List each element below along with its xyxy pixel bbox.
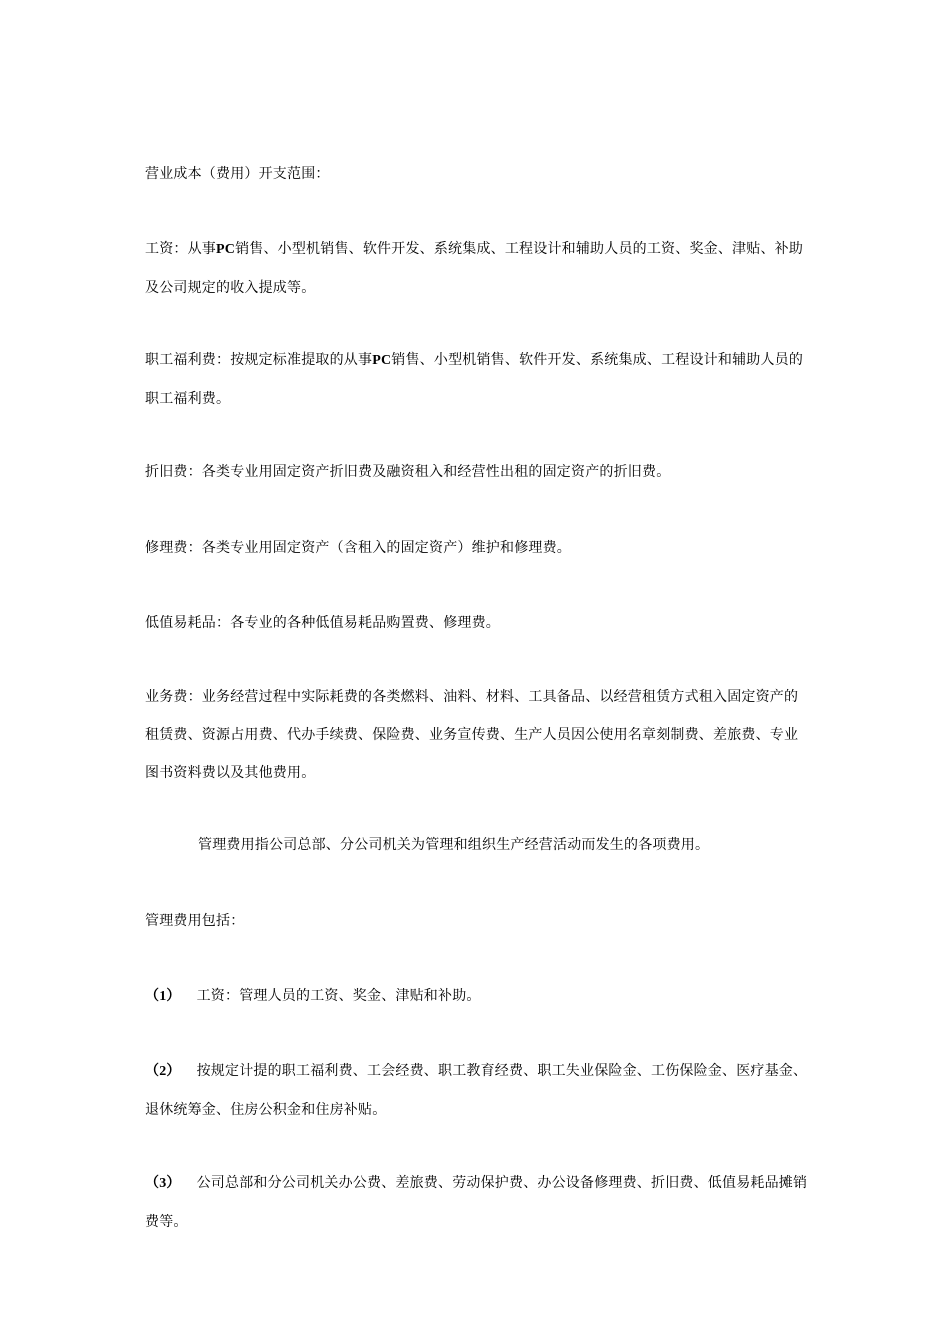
welfare-text-c: 销售、小型机销售、软件开发、系统集成、工程设计和辅助人员的职工福利费。 bbox=[145, 352, 804, 407]
list-item-2-text: 按规定计提的职工福利费、工会经费、职工教育经费、职工失业保险金、工伤保险金、医疗基金、退休统筹金、住房公积金和住房补贴。 bbox=[145, 1063, 808, 1118]
list-item-3 bbox=[145, 1164, 810, 1241]
paragraph-repair: 修理费：各类专业用固定资产（含租入的固定资产）维护和修理费。 bbox=[145, 540, 571, 556]
list-item-1-text: 工资：管理人员的工资、奖金、津贴和补助。 bbox=[196, 988, 481, 1004]
paragraph-mgmt-includes: 管理费用包括： bbox=[145, 913, 245, 929]
list-item-3-text: 公司总部和分公司机关办公费、差旅费、劳动保护费、办公设备修理费、折旧费、低值易耗品摊销费等。 bbox=[145, 1175, 808, 1230]
welfare-text-a: 职工福利费：按规定标准提取的从事 bbox=[145, 352, 373, 368]
wages-text-a: 工资：从事 bbox=[145, 241, 216, 257]
list-item-2 bbox=[145, 1052, 810, 1129]
list-item-2-number: （2） bbox=[145, 1064, 181, 1079]
paragraph-low-value: 低值易耗品：各专业的各种低值易耗品购置费、修理费。 bbox=[145, 615, 500, 631]
list-item-1-number: （1） bbox=[145, 989, 181, 1004]
list-item-1 bbox=[145, 977, 810, 1016]
section-heading: 营业成本（费用）开支范围： bbox=[145, 166, 330, 182]
wages-pc-term: PC bbox=[216, 242, 236, 257]
list-item-3-number: （3） bbox=[145, 1176, 181, 1191]
welfare-pc-term: PC bbox=[372, 353, 392, 368]
paragraph-business: 业务费：业务经营过程中实际耗费的各类燃料、油料、材料、工具备品、以经营租赁方式租入固定资产的租赁费、资源占用费、代办手续费、保险费、业务宣传费、生产人员因公使用名章刻制费、差旅费、专业图书资料费以及其他费用。 bbox=[145, 689, 799, 781]
paragraph-depreciation: 折旧费：各类专业用固定资产折旧费及融资租入和经营性出租的固定资产的折旧费。 bbox=[145, 464, 671, 480]
paragraph-wages bbox=[145, 230, 810, 307]
paragraph-welfare bbox=[145, 341, 810, 418]
wages-text-c: 销售、小型机销售、软件开发、系统集成、工程设计和辅助人员的工资、奖金、津贴、补助及公司规定的收入提成等。 bbox=[145, 241, 804, 296]
paragraph-mgmt-definition: 管理费用指公司总部、分公司机关为管理和组织生产经营活动而发生的各项费用。 bbox=[198, 837, 710, 853]
